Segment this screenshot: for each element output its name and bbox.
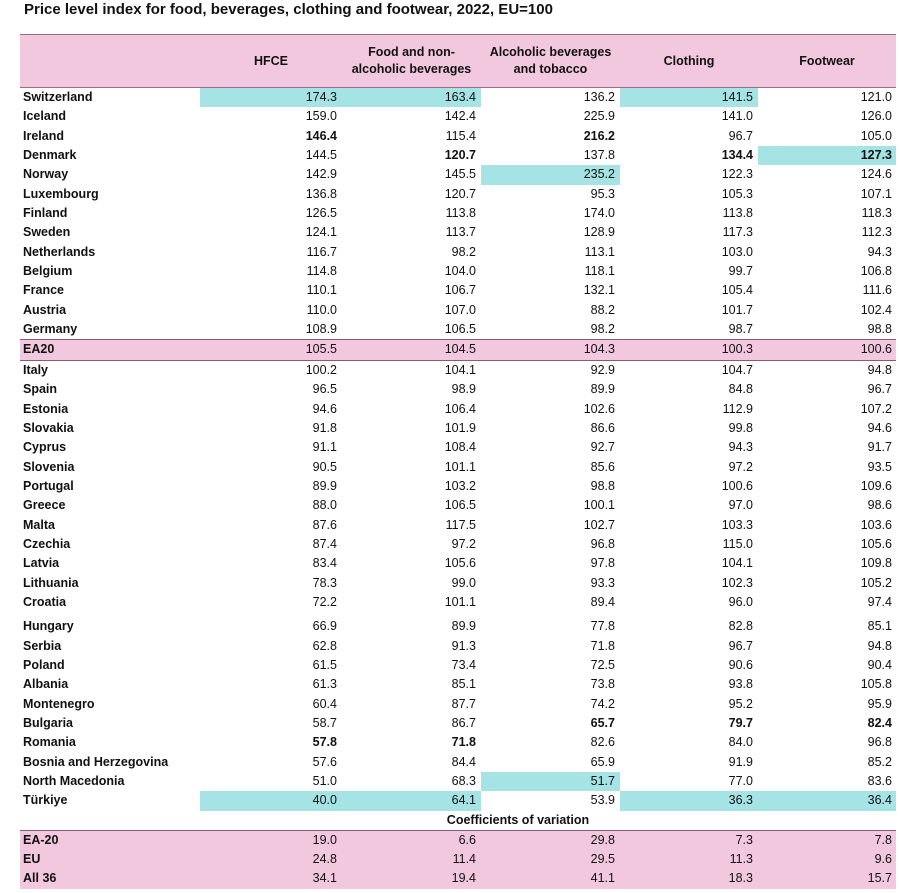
cell-footwear: 96.8 [867,735,892,750]
cell-alcohol: 113.1 [584,244,615,259]
table-row [20,516,896,535]
header-food-line2: alcoholic beverages [351,62,472,76]
header-food [342,35,481,87]
cell-footwear: 91.7 [867,440,892,455]
cell-alcohol: 235.2 [481,165,620,184]
row-country: Malta [23,517,55,532]
cell-food: 103.2 [444,478,476,493]
cell-alcohol: 29.5 [590,852,615,867]
cell-footwear: 83.6 [867,774,892,789]
row-country: Luxembourg [23,186,99,201]
cell-clothing: 103.3 [721,517,753,532]
cell-hfce: 87.4 [312,536,337,551]
cell-food: 113.7 [445,225,476,240]
cell-clothing: 122.3 [721,167,753,182]
cell-alcohol: 85.6 [590,459,615,474]
header-food-line1: Food and non- [368,45,455,59]
row-country: Estonia [23,401,69,416]
cell-hfce: 114.8 [306,264,337,279]
cell-hfce: 40.0 [200,791,342,810]
cell-food: 163.4 [342,88,481,107]
row-country: EA20 [23,342,55,357]
header-alcohol-line1: Alcoholic beverages [489,45,612,59]
cell-hfce: 146.4 [305,128,337,143]
cell-hfce: 34.1 [312,871,337,886]
table-row [20,419,896,438]
cell-food: 106.7 [444,283,476,298]
cell-food: 142.4 [444,109,476,124]
cell-alcohol: 96.8 [590,536,615,551]
table-row [20,185,896,204]
cell-food: 19.4 [451,871,476,886]
cell-alcohol: 73.8 [590,677,615,692]
cell-alcohol: 128.9 [583,225,615,240]
cell-hfce: 105.5 [305,342,337,357]
cell-food: 104.1 [444,362,476,377]
table-row [20,204,896,223]
cell-hfce: 58.7 [312,716,337,730]
cell-hfce: 96.5 [312,382,337,397]
cell-footwear: 127.3 [758,146,896,165]
row-country: Norway [23,167,69,182]
cell-footwear: 93.5 [867,459,892,474]
cell-alcohol: 89.4 [590,594,615,609]
cell-alcohol: 100.1 [583,498,615,513]
row-country: North Macedonia [23,774,125,789]
cell-hfce: 116.7 [306,244,337,259]
coefficients-heading [20,811,896,830]
cell-clothing: 115.0 [722,536,753,551]
cell-footwear: 100.6 [860,342,892,357]
row-country: Bulgaria [23,716,74,730]
table-row [20,535,896,554]
cell-clothing: 18.3 [728,871,753,886]
row-country: Sweden [23,225,71,240]
cell-alcohol: 132.1 [583,283,615,298]
cell-footwear: 107.2 [860,401,892,416]
table-row [20,262,896,281]
cell-food: 115.4 [445,128,476,143]
cell-alcohol: 102.7 [583,517,615,532]
row-country: Spain [23,382,58,397]
cell-hfce: 91.8 [312,420,337,435]
table-row [20,791,896,810]
cell-footwear: 105.8 [860,677,892,692]
cell-footwear: 105.0 [860,128,892,143]
cell-clothing: 99.7 [728,264,753,279]
cell-hfce: 61.5 [312,657,337,672]
cell-footwear: 124.6 [860,167,892,182]
cell-food: 87.7 [451,696,476,711]
cell-alcohol: 118.1 [584,264,615,279]
row-country: Portugal [23,478,74,493]
table-body [20,88,896,889]
header-footwear: Footwear [799,53,855,68]
header-clothing: Clothing [663,53,715,68]
table-row [20,400,896,419]
cell-footwear: 15.7 [867,871,892,886]
table-row [20,339,896,360]
row-country: Greece [23,498,66,513]
row-country: Albania [23,677,69,692]
table-row [20,554,896,573]
row-country: Belgium [23,264,73,279]
cell-clothing: 93.8 [728,677,753,692]
cell-clothing: 99.8 [728,420,753,435]
cell-food: 84.4 [451,754,476,769]
cell-hfce: 108.9 [305,322,337,337]
cell-footwear: 98.8 [867,322,892,337]
coefficients-heading-label: Coefficients of variation [446,812,590,827]
cell-footwear: 94.8 [867,362,892,377]
cell-food: 106.5 [444,498,476,513]
cell-food: 85.1 [451,677,476,692]
cell-alcohol: 216.2 [583,128,615,143]
table-row [20,869,896,888]
cell-hfce: 87.6 [312,517,337,532]
row-country: Slovenia [23,459,75,474]
cell-alcohol: 51.7 [481,772,620,791]
table-row [20,146,896,165]
cell-clothing: 96.7 [728,638,753,653]
cell-alcohol: 88.2 [590,302,615,317]
row-country: Romania [23,735,76,750]
row-country: Austria [23,302,67,317]
cell-clothing: 97.0 [728,498,753,513]
cell-food: 97.2 [451,536,476,551]
row-country: Hungary [23,619,74,634]
cell-food: 98.9 [451,382,476,397]
cell-food: 108.4 [444,440,476,455]
cell-alcohol: 98.2 [590,322,615,337]
cell-footwear: 105.2 [860,575,892,590]
cell-alcohol: 71.8 [590,638,615,653]
cell-hfce: 60.4 [312,696,337,711]
cell-clothing: 96.7 [728,128,753,143]
cell-alcohol: 41.1 [590,871,615,886]
cell-clothing: 98.7 [728,322,753,337]
table-row [20,695,896,714]
row-country: Netherlands [23,244,96,259]
cell-hfce: 124.1 [305,225,337,240]
cell-food: 86.7 [451,716,476,730]
cell-alcohol: 102.6 [583,401,615,416]
cell-hfce: 90.5 [312,459,337,474]
cell-footwear: 94.3 [867,244,892,259]
row-country: EA-20 [23,832,59,847]
row-country: Denmark [23,148,77,163]
cell-footwear: 85.2 [867,754,892,769]
table-row [20,617,896,636]
cell-food: 11.4 [452,852,476,867]
row-country: Finland [23,206,68,221]
row-country: Bosnia and Herzegovina [23,754,169,769]
header-alcohol-line2: and tobacco [513,62,588,76]
cell-hfce: 91.1 [312,440,337,455]
cell-footwear: 7.8 [874,832,892,847]
row-country: Italy [23,362,49,377]
cell-clothing: 141.5 [620,88,758,107]
cell-alcohol: 65.7 [590,716,615,730]
row-country: France [23,283,64,298]
cell-hfce: 51.0 [312,774,337,789]
table-row [20,656,896,675]
row-country: Latvia [23,556,60,571]
cell-alcohol: 97.8 [590,556,615,571]
cell-food: 104.0 [444,264,476,279]
cell-clothing: 7.3 [735,832,753,847]
cell-alcohol: 86.6 [590,420,615,435]
cell-hfce: 61.3 [312,677,337,692]
row-country: Ireland [23,128,64,143]
cell-footwear: 90.4 [867,657,892,672]
cell-alcohol: 29.8 [590,832,615,847]
cell-footwear: 96.7 [867,382,892,397]
cell-alcohol: 95.3 [590,186,615,201]
table-row [20,88,896,107]
row-country: Türkiye [23,793,68,808]
table-header [20,34,896,88]
cell-hfce: 66.9 [312,619,337,634]
cell-footwear: 111.6 [862,283,892,298]
cell-clothing: 113.8 [722,206,753,221]
table-row [20,165,896,184]
cell-hfce: 89.9 [312,478,337,493]
row-country: Poland [23,657,65,672]
cell-clothing: 84.0 [728,735,753,750]
cell-food: 91.3 [451,638,476,653]
cell-alcohol: 92.7 [590,440,615,455]
cell-alcohol: 74.2 [590,696,615,711]
cell-hfce: 88.0 [312,498,337,513]
cell-clothing: 134.4 [721,148,753,163]
cell-food: 145.5 [444,167,476,182]
table-row [20,830,896,850]
cell-food: 99.0 [451,575,476,590]
cell-alcohol: 89.9 [590,382,615,397]
table-row [20,675,896,694]
row-country: Croatia [23,594,67,609]
cell-food: 101.1 [444,594,476,609]
cell-clothing: 97.2 [728,459,753,474]
table-row [20,361,896,380]
row-country: EU [23,852,41,867]
cell-footwear: 36.4 [758,791,896,810]
cell-clothing: 82.8 [728,619,753,634]
row-country: Czechia [23,536,71,551]
cell-clothing: 36.3 [620,791,758,810]
cell-alcohol: 174.0 [583,206,615,221]
header-hfce: HFCE [253,53,289,68]
cell-food: 107.0 [444,302,476,317]
cell-alcohol: 136.2 [583,90,615,104]
table-row [20,223,896,242]
cell-alcohol: 225.9 [583,109,615,124]
cell-clothing: 104.1 [721,556,753,571]
table-row [20,850,896,869]
cell-footwear: 107.1 [860,186,892,201]
table-row [20,320,896,339]
table-row [20,637,896,656]
cell-hfce: 19.0 [312,832,337,847]
cell-alcohol: 53.9 [590,793,615,808]
cell-footwear: 118.3 [861,206,892,221]
cell-footwear: 82.4 [867,716,892,730]
row-country: All 36 [23,871,57,886]
cell-clothing: 94.3 [728,440,753,455]
header-alcohol [481,35,620,87]
table-row [20,593,896,612]
cell-food: 101.9 [444,420,476,435]
table-row [20,438,896,457]
cell-food: 71.8 [451,735,476,750]
cell-food: 117.5 [445,517,476,532]
cell-clothing: 112.9 [722,401,753,416]
cell-hfce: 159.0 [305,109,337,124]
cell-clothing: 96.0 [728,594,753,609]
cell-hfce: 62.8 [312,638,337,653]
cell-food: 89.9 [451,619,476,634]
cell-footwear: 105.6 [860,536,892,551]
cell-food: 64.1 [342,791,481,810]
cell-clothing: 117.3 [722,225,753,240]
cell-clothing: 95.2 [728,696,753,711]
cell-footwear: 102.4 [860,302,892,317]
cell-alcohol: 72.5 [590,657,615,672]
cell-clothing: 102.3 [721,575,753,590]
cell-footwear: 97.4 [867,594,892,609]
cell-footwear: 94.8 [867,638,892,653]
table-row [20,107,896,126]
cell-food: 105.6 [444,556,476,571]
cell-hfce: 136.8 [305,186,337,201]
cell-alcohol: 93.3 [590,575,615,590]
table-row [20,733,896,752]
cell-footwear: 9.6 [874,852,892,867]
cell-hfce: 142.9 [305,167,337,182]
cell-footwear: 121.0 [860,90,892,104]
cell-hfce: 57.8 [312,735,337,750]
cell-alcohol: 98.8 [590,478,615,493]
cell-hfce: 110.0 [306,302,337,317]
cell-hfce: 126.5 [305,206,337,221]
row-country: Germany [23,322,78,337]
table-row [20,301,896,320]
cell-footwear: 112.3 [861,225,892,240]
table-row [20,380,896,399]
row-country: Slovakia [23,420,74,435]
row-country: Lithuania [23,575,79,590]
cell-food: 120.7 [444,186,476,201]
cell-footwear: 85.1 [867,619,892,634]
cell-food: 104.5 [444,342,476,357]
cell-hfce: 78.3 [312,575,337,590]
cell-food: 98.2 [451,244,476,259]
table-row [20,496,896,515]
cell-alcohol: 92.9 [590,362,615,377]
table-title: Price level index for food, beverages, clothing and footwear, 2022, EU=100 [24,1,553,18]
cell-clothing: 101.7 [721,302,753,317]
cell-clothing: 100.3 [721,342,753,357]
cell-food: 106.4 [444,401,476,416]
cell-hfce: 24.8 [312,852,337,867]
cell-footwear: 95.9 [867,696,892,711]
cell-footwear: 98.6 [867,498,892,513]
table-row [20,753,896,772]
cell-clothing: 79.7 [728,716,753,730]
cell-footwear: 109.8 [860,556,892,571]
table-row [20,574,896,593]
cell-footwear: 109.6 [860,478,892,493]
cell-alcohol: 82.6 [590,735,615,750]
row-country: Switzerland [23,90,93,104]
cell-footwear: 106.8 [860,264,892,279]
cell-clothing: 77.0 [728,774,753,789]
cell-clothing: 90.6 [728,657,753,672]
cell-clothing: 91.9 [728,754,753,769]
cell-clothing: 84.8 [728,382,753,397]
cell-hfce: 110.1 [306,283,337,298]
cell-hfce: 94.6 [312,401,337,416]
table-row [20,127,896,146]
cell-food: 120.7 [444,148,476,163]
cell-clothing: 100.6 [721,478,753,493]
cell-footwear: 103.6 [860,517,892,532]
cell-alcohol: 137.8 [583,148,615,163]
cell-hfce: 174.3 [200,88,342,107]
table-row [20,243,896,262]
cell-food: 73.4 [451,657,476,672]
cell-food: 101.1 [444,459,476,474]
row-country: Montenegro [23,696,95,711]
cell-clothing: 11.3 [729,852,753,867]
cell-footwear: 94.6 [867,420,892,435]
cell-alcohol: 104.3 [583,342,615,357]
cell-alcohol: 77.8 [590,619,615,634]
header-country [20,35,200,87]
cell-clothing: 104.7 [721,362,753,377]
cell-food: 106.5 [444,322,476,337]
table-row [20,281,896,300]
table-row [20,458,896,477]
cell-hfce: 144.5 [305,148,337,163]
cell-alcohol: 65.9 [590,754,615,769]
cell-clothing: 103.0 [721,244,753,259]
cell-hfce: 72.2 [312,594,337,609]
cell-hfce: 100.2 [305,362,337,377]
cell-food: 6.6 [458,832,476,847]
table-row [20,477,896,496]
cell-footwear: 126.0 [860,109,892,124]
price-level-table [20,34,896,889]
table-row [20,714,896,733]
row-country: Cyprus [23,440,67,455]
table-row [20,772,896,791]
cell-clothing: 105.3 [721,186,753,201]
cell-clothing: 105.4 [721,283,753,298]
row-country: Serbia [23,638,62,653]
cell-food: 113.8 [445,206,476,221]
row-country: Iceland [23,109,67,124]
cell-clothing: 141.0 [721,109,753,124]
cell-hfce: 57.6 [312,754,337,769]
cell-hfce: 83.4 [312,556,337,571]
cell-food: 68.3 [451,774,476,789]
